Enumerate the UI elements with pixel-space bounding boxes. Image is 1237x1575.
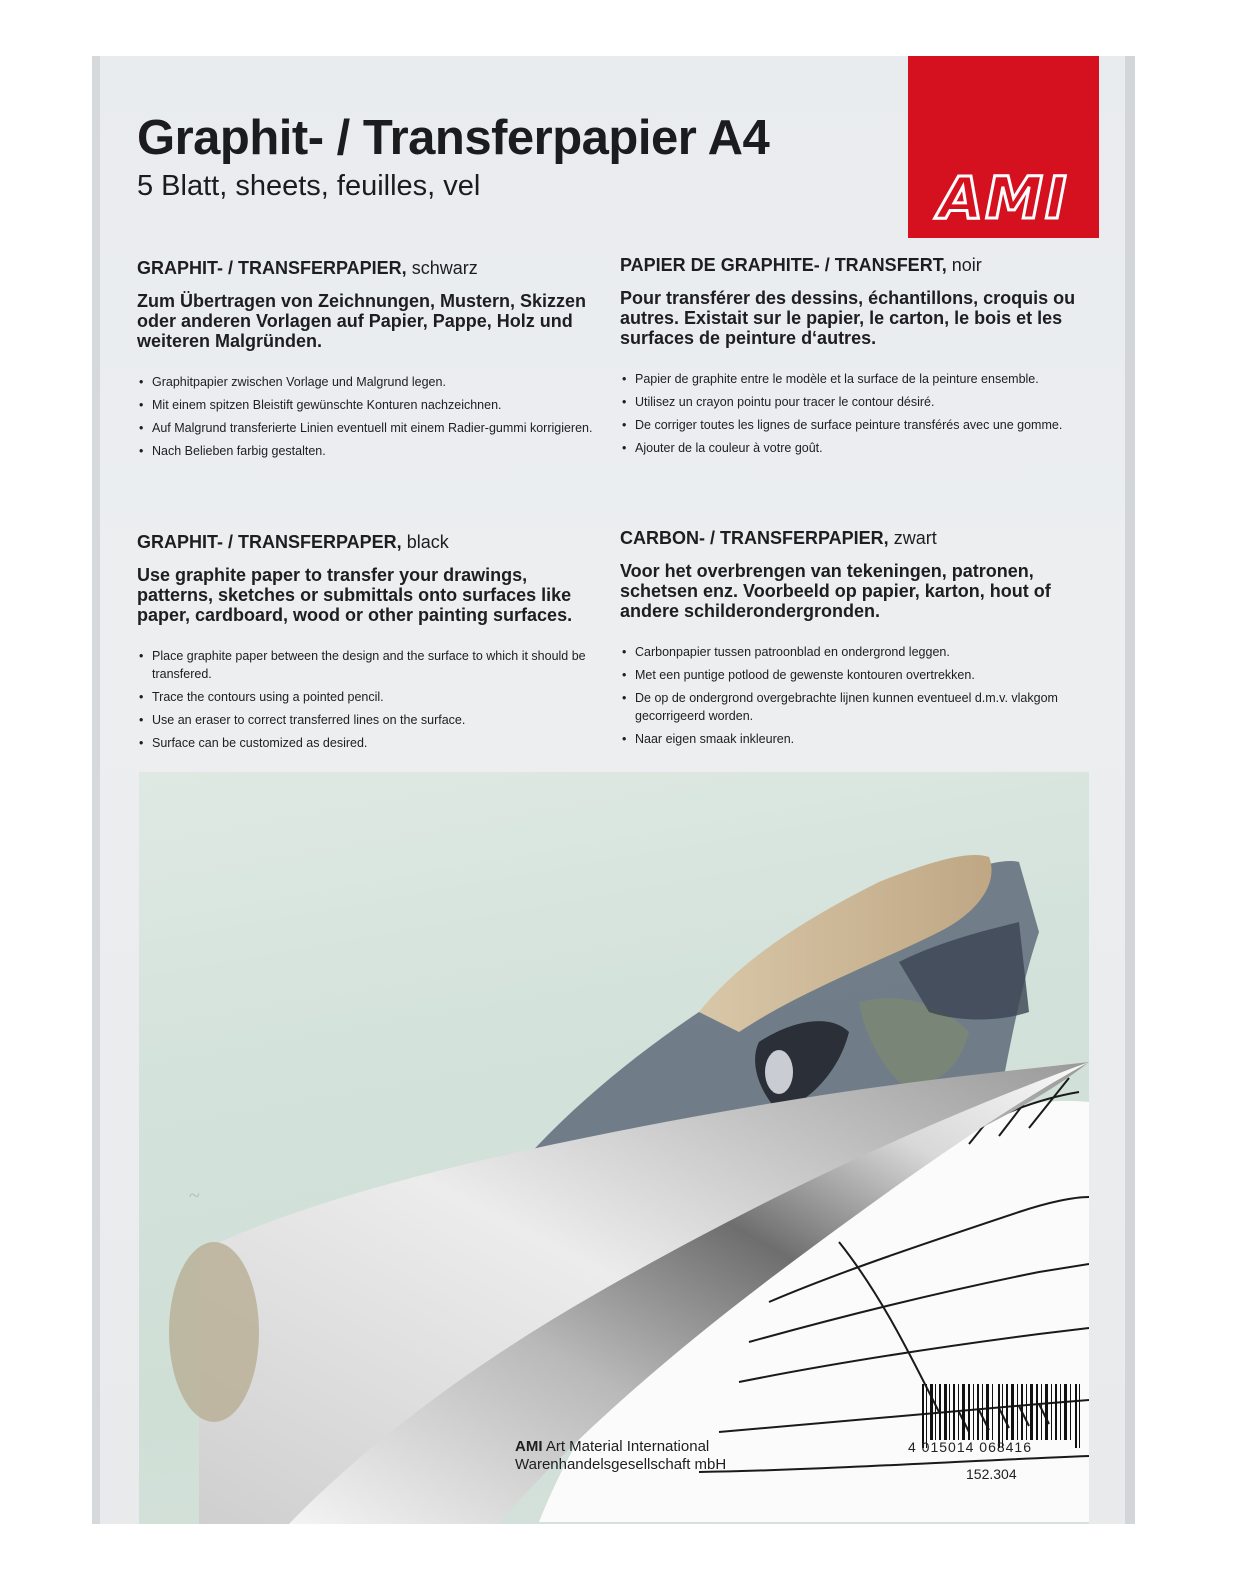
section-heading [137,258,597,279]
bullet-item: • Naar eigen smaak inkleuren. [620,730,1090,748]
shoe-heel-painting [169,1242,259,1422]
section-bullets [137,647,607,752]
bullet-item: • Surface can be customized as desired. [137,734,607,752]
article-number: 152.304 [966,1466,1017,1482]
bullet-item: • Ajouter de la couleur à votre goût. [620,439,1090,457]
bullet-item: • Met een puntige potlood de gewenste kontouren overtrekken. [620,666,1090,684]
barcode-number: 4 015014 068416 [908,1439,1032,1455]
bullet-item: • De corriger toutes les lignes de surface peinture transférés avec une gomme. [620,416,1090,434]
bullet-item: • Papier de graphite entre le modèle et la surface de la peinture ensemble. [620,370,1090,388]
section-heading [620,255,1090,276]
bullet-item: • Nach Belieben farbig gestalten. [137,442,597,460]
section-heading-color: noir [946,255,982,275]
section-lead: Voor het overbrengen van tekeningen, patronen, schetsen enz. Voorbeeld op papier, karton, hout of andere schilderondergronden. [620,561,1051,621]
bullet-item: • Graphitpapier zwischen Vorlage und Malgrund legen. [137,373,597,391]
section-heading-bold: GRAPHIT- / TRANSFERPAPER, [137,532,402,552]
manufacturer [515,1438,726,1474]
section-heading-bold: CARBON- / TRANSFERPAPIER, [620,528,889,548]
manufacturer-line-1 [515,1438,726,1456]
product-package [92,56,1135,1524]
bullet-item: • De op de ondergrond overgebrachte lijnen kunnen eventueel d.m.v. vlakgom gecorrigeerd worden. [620,689,1090,725]
bullet-item: • Place graphite paper between the design and the surface to which it should be transfered. [137,647,607,683]
bullet-item: • Carbonpapier tussen patroonblad en ondergrond leggen. [620,643,1090,661]
paper-faint-text: ~ [189,1185,200,1207]
section-heading-bold: GRAPHIT- / TRANSFERPAPIER, [137,258,407,278]
section-lead: Zum Übertragen von Zeichnungen, Mustern, Skizzen oder anderen Vorlagen auf Papier, Pappe, Holz und weiteren Malgründen. [137,291,587,351]
section-french [620,255,1090,462]
bullet-item: • Mit einem spitzen Bleistift gewünschte Konturen nachzeichnen. [137,396,597,414]
section-heading [137,532,607,553]
section-heading-color: schwarz [406,258,478,278]
section-bullets [137,373,597,460]
bullet-item: • Trace the contours using a pointed pencil. [137,688,607,706]
section-english [137,532,607,757]
section-heading-color: zwart [888,528,937,548]
bullet-item: • Use an eraser to correct transferred lines on the surface. [137,711,607,729]
sleeve-edge-left [92,56,100,1524]
section-heading-bold: PAPIER DE GRAPHITE- / TRANSFERT, [620,255,947,275]
ami-logo [908,56,1099,238]
manufacturer-name: Art Material International [542,1438,710,1455]
manufacturer-brand: AMI [515,1438,543,1455]
section-german [137,258,597,465]
product-subtitle: 5 Blatt, sheets, feuilles, vel [137,170,481,202]
section-heading [620,528,1090,549]
manufacturer-line-2: Warenhandelsgesellschaft mbH [515,1456,727,1473]
product-title: Graphit- / Transferpapier A4 [137,111,770,165]
section-bullets [620,643,1090,748]
section-bullets [620,370,1090,457]
section-lead: Pour transférer des dessins, échantillons, croquis ou autres. Existait sur le papier, le carton, le bois et les surfaces de peinture d‘autres. [620,288,1076,348]
section-heading-color: black [401,532,449,552]
bullet-item: • Auf Malgrund transferierte Linien eventuell mit einem Radier-gummi korrigieren. [137,419,597,437]
section-dutch [620,528,1090,753]
sleeve-edge-right [1125,56,1135,1524]
ami-logo-text: AMI [938,164,1069,232]
section-lead: Use graphite paper to transfer your drawings, patterns, sketches or submittals onto surfaces like paper, cardboard, wood or other painting surfaces. [137,565,573,625]
bullet-item: • Utilisez un crayon pointu pour tracer le contour désiré. [620,393,1090,411]
